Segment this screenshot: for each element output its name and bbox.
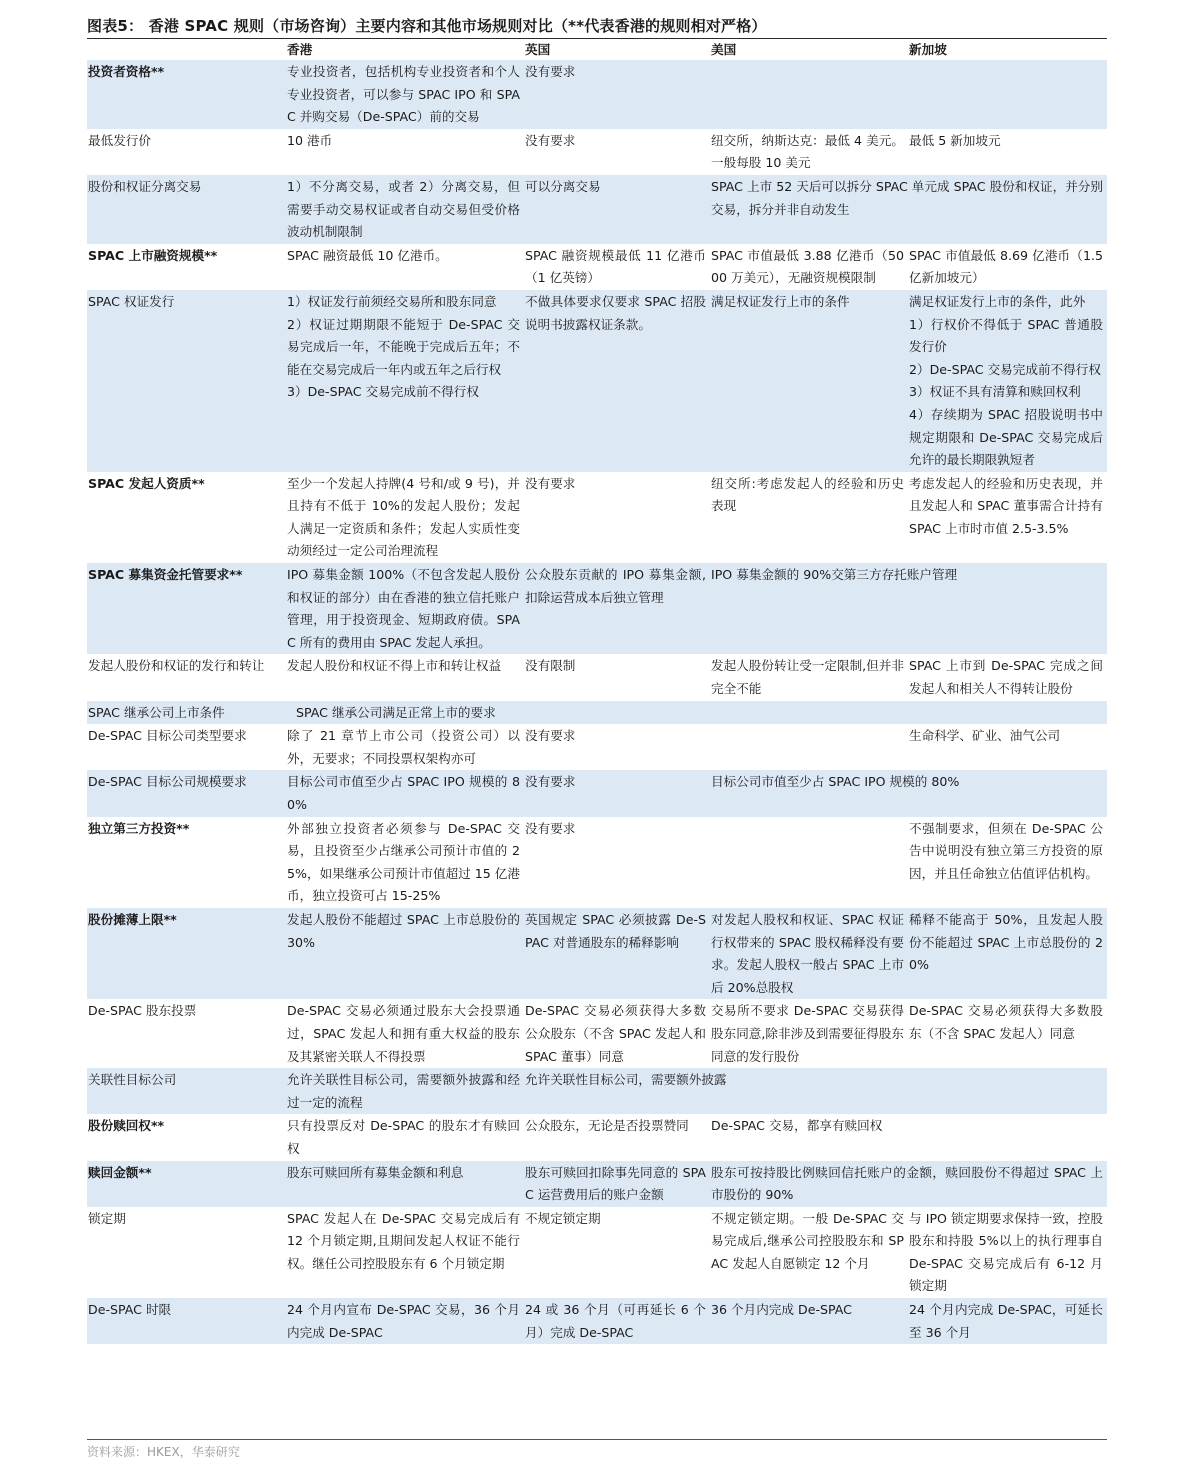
merged-cell: SPAC 继承公司满足正常上市的要求 — [286, 701, 1107, 725]
hk-cell: SPAC 发起人在 De-SPAC 交易完成后有 12 个月锁定期,且期间发起人权证不能行权。继任公司控股股东有 6 个月锁定期 — [287, 1210, 520, 1271]
us-cell: 交易所不要求 De-SPAC 交易获得股东同意,除非涉及到需要征得股东同意的发行股份 — [711, 1003, 904, 1064]
row-label-cell: 股份和权证分离交易 — [87, 175, 286, 244]
us-sg-merged-cell: De-SPAC 交易，都享有赎回权 — [711, 1118, 883, 1134]
sg-cell: SPAC 上市到 De-SPAC 完成之间发起人和相关人不得转让股份 — [909, 658, 1103, 697]
row-label-cell: 股份摊薄上限** — [87, 908, 286, 999]
hk-cell: 外部独立投资者必须参与 De-SPAC 交易，且投资至少占继承公司预计市值的 25%，如果继承公司预计市值超过 15 亿港币，独立投资可占 15-25% — [287, 820, 520, 904]
uk-cell: 不做具体要求仅要求 SPAC 招股说明书披露权证条款。 — [524, 290, 710, 472]
us-sg-merged-cell: SPAC 上市 52 天后可以拆分 SPAC 单元成 SPAC 股份和权证，并分别交易，拆分并非自动发生 — [710, 175, 1107, 244]
uk-cell: 公众股东，无论是否投票赞同 — [525, 1118, 689, 1134]
header-cell-sg: 新加坡 — [909, 42, 947, 57]
hk-cell: 至少一个发起人持牌(4 号和/或 9 号)，并且持有不低于 10%的发起人股份；发起人满足一定资质和条件；发起人实质性变动须经过一定公司治理流程 — [287, 475, 520, 559]
table-row — [87, 60, 1107, 129]
table-row — [87, 817, 1107, 908]
hk-cell: 10 港币 — [287, 132, 333, 148]
sg-cell: 不强制要求，但须在 De-SPAC 公告中说明没有独立第三方投资的原因，并且任命独立估值评估机构。 — [909, 820, 1103, 881]
table-body — [87, 60, 1107, 1344]
hk-cell: 允许关联性目标公司，需要额外披露和经过一定的流程 — [286, 1068, 524, 1114]
table-row — [87, 1207, 1107, 1298]
row-label-cell: SPAC 上市融资规模** — [88, 247, 218, 263]
hk-cell: SPAC 融资最低 10 亿港币。 — [287, 247, 448, 263]
uk-cell: De-SPAC 交易必须获得大多数公众股东（不含 SPAC 发起人和 SPAC 董事）同意 — [525, 1003, 706, 1064]
us-cell: SPAC 市值最低 3.88 亿港币（5000 万美元），无融资规模限制 — [711, 247, 904, 286]
hk-cell: 只有投票反对 De-SPAC 的股东才有赎回权 — [287, 1118, 520, 1156]
row-label-cell: SPAC 权证发行 — [87, 290, 286, 472]
sg-cell: 生命科学、矿业、油气公司 — [909, 728, 1061, 744]
us-sg-merged-cell: 股东可按持股比例赎回信托账户的金额，赎回股份不得超过 SPAC 上市股份的 90% — [710, 1161, 1107, 1207]
table-row — [87, 129, 1107, 175]
us-cell: 36 个月内完成 De-SPAC — [710, 1298, 908, 1344]
sg-cell: 与 IPO 锁定期要求保持一致，控股股东和持股 5%以上的执行理事自 De-SPAC 交易完成后有 6-12 月锁定期 — [909, 1210, 1103, 1294]
table-row — [87, 1298, 1107, 1344]
hk-cell: 专业投资者，包括机构专业投资者和个人专业投资者，可以参与 SPAC IPO 和 SPAC 并购交易（De-SPAC）前的交易 — [286, 60, 524, 129]
source-note: 资料来源：HKEX，华泰研究 — [87, 1445, 240, 1459]
sg-cell: 满足权证发行上市的条件，此外 1）行权价不得低于 SPAC 普通股发行价 2）De-SPAC 交易完成前不得行权 3）权证不具有清算和赎回权利 4）存续期为 SPAC 招股说明书中规定期限和 De-SPAC 交易完成后允许的最长期限孰短者 — [908, 290, 1107, 472]
sg-cell: 最低 5 新加坡元 — [909, 132, 1001, 148]
table-header-row — [87, 40, 1107, 60]
uk-cell: 没有要求 — [525, 820, 576, 836]
header-cell-label — [87, 40, 286, 60]
row-label-cell: De-SPAC 时限 — [87, 1298, 286, 1344]
title-divider — [87, 38, 1107, 39]
row-label-cell: 赎回金额** — [87, 1161, 286, 1207]
row-label-cell: SPAC 发起人资质** — [88, 475, 205, 491]
sg-cell: 24 个月内完成 De-SPAC，可延长至 36 个月 — [908, 1298, 1107, 1344]
hk-cell: 24 个月内宣布 De-SPAC 交易，36 个月内完成 De-SPAC — [286, 1298, 524, 1344]
table-row — [87, 1161, 1107, 1207]
comparison-table — [87, 40, 1107, 1344]
us-cell: 纽交所:考虑发起人的经验和历史表现 — [711, 475, 904, 514]
uk-cell: 没有要求 — [525, 475, 576, 491]
row-label-cell: De-SPAC 股东投票 — [88, 1003, 197, 1019]
us-cell — [710, 60, 908, 129]
hk-cell: IPO 募集金额 100%（不包含发起人股份和权证的部分）由在香港的独立信托账户管理，用于投资现金、短期政府债。SPAC 所有的费用由 SPAC 发起人承担。 — [286, 563, 524, 654]
uk-us-sg-merged-cell: 允许关联性目标公司，需要额外披露 — [524, 1068, 1107, 1114]
uk-cell: 没有要求 — [524, 770, 710, 816]
table-row — [87, 654, 1107, 700]
row-label-cell: SPAC 继承公司上市条件 — [87, 701, 286, 725]
sg-cell: 考虑发起人的经验和历史表现，并且发起人和 SPAC 董事需合计持有 SPAC 上市时市值 2.5-3.5% — [909, 475, 1103, 536]
uk-cell: 英国规定 SPAC 必须披露 De-SPAC 对普通股东的稀释影响 — [524, 908, 710, 999]
uk-cell: 24 或 36 个月（可再延长 6 个月）完成 De-SPAC — [524, 1298, 710, 1344]
us-cell: 满足权证发行上市的条件 — [710, 290, 908, 472]
header-cell-uk: 英国 — [525, 42, 551, 57]
sg-cell — [908, 60, 1107, 129]
row-label-cell: De-SPAC 目标公司规模要求 — [87, 770, 286, 816]
us-cell: 纽交所，纳斯达克：最低 4 美元。一般每股 10 美元 — [711, 132, 904, 171]
hk-cell: De-SPAC 交易必须通过股东大会投票通过，SPAC 发起人和拥有重大权益的股东及其紧密关联人不得投票 — [287, 1003, 520, 1064]
table-row — [87, 472, 1107, 563]
uk-cell: 没有要求 — [525, 132, 576, 148]
table-row — [87, 244, 1107, 290]
row-label-cell: 独立第三方投资** — [88, 820, 190, 836]
table-row — [87, 999, 1107, 1068]
source-divider — [87, 1439, 1107, 1440]
row-label-cell: 锁定期 — [88, 1210, 126, 1226]
table-row — [87, 770, 1107, 816]
table-row — [87, 175, 1107, 244]
us-cell — [710, 724, 908, 770]
uk-cell: SPAC 融资规模最低 11 亿港币（1 亿英镑） — [525, 247, 706, 286]
header-cell-us: 美国 — [711, 42, 737, 57]
sg-cell: 稀释不能高于 50%，且发起人股份不能超过 SPAC 上市总股份的 20% — [908, 908, 1107, 999]
row-label-cell: 发起人股份和权证的发行和转让 — [88, 658, 265, 674]
table-row — [87, 290, 1107, 472]
table-row — [87, 724, 1107, 770]
table-row — [87, 1114, 1107, 1160]
table-row — [87, 701, 1107, 725]
us-cell — [710, 817, 908, 908]
hk-cell: 1）不分离交易，或者 2）分离交易，但需要手动交易权证或者自动交易但受价格波动机制限制 — [286, 175, 524, 244]
row-label-cell: 股份赎回权** — [88, 1118, 165, 1134]
header-cell-hk: 香港 — [287, 42, 313, 57]
sg-cell: De-SPAC 交易必须获得大多数股东（不含 SPAC 发起人）同意 — [909, 1003, 1103, 1041]
us-sg-merged-cell: 目标公司市值至少占 SPAC IPO 规模的 80% — [710, 770, 1107, 816]
row-label-cell: 投资者资格** — [87, 60, 286, 129]
us-cell: 对发起人股权和权证、SPAC 权证行权带来的 SPAC 股权稀释没有要求。发起人股权一般占 SPAC 上市后 20%总股权 — [710, 908, 908, 999]
uk-cell: 没有要求 — [524, 60, 710, 129]
hk-cell: 除了 21 章节上市公司（投资公司）以外，无要求；不同投票权架构亦可 — [287, 728, 520, 766]
hk-cell: 目标公司市值至少占 SPAC IPO 规模的 80% — [286, 770, 524, 816]
row-label-cell: 关联性目标公司 — [87, 1068, 286, 1114]
hk-cell: 1）权证发行前须经交易所和股东同意 2）权证过期期限不能短于 De-SPAC 交易完成后一年，不能晚于完成后五年；不能在交易完成后一年内或五年之后行权 3）De-SPAC 交易完成前不得行权 — [286, 290, 524, 472]
sg-cell: SPAC 市值最低 8.69 亿港币（1.5 亿新加坡元） — [909, 247, 1103, 286]
uk-cell: 不规定锁定期 — [525, 1210, 601, 1226]
us-sg-merged-cell: IPO 募集金额的 90%交第三方存托账户管理 — [710, 563, 1107, 654]
uk-cell: 可以分离交易 — [524, 175, 710, 244]
row-label-cell: SPAC 募集资金托管要求** — [87, 563, 286, 654]
uk-cell: 没有限制 — [525, 658, 576, 674]
table-row — [87, 1068, 1107, 1114]
hk-cell: 股东可赎回所有募集金额和利息 — [286, 1161, 524, 1207]
table-row — [87, 563, 1107, 654]
uk-cell: 股东可赎回扣除事先同意的 SPAC 运营费用后的账户金额 — [524, 1161, 710, 1207]
row-label-cell: De-SPAC 目标公司类型要求 — [88, 728, 247, 744]
us-cell: 不规定锁定期。一般 De-SPAC 交易完成后,继承公司控股股东和 SPAC 发起人自愿锁定 12 个月 — [711, 1210, 904, 1271]
hk-cell: 发起人股份不能超过 SPAC 上市总股份的 30% — [286, 908, 524, 999]
hk-cell: 发起人股份和权证不得上市和转让权益 — [287, 658, 502, 674]
page-title: 图表5： 香港 SPAC 规则（市场咨询）主要内容和其他市场规则对比（**代表香港的规则相对严格） — [87, 17, 767, 35]
uk-cell: 公众股东贡献的 IPO 募集金额,扣除运营成本后独立管理 — [524, 563, 710, 654]
us-cell: 发起人股份转让受一定限制,但并非完全不能 — [711, 658, 904, 697]
row-label-cell: 最低发行价 — [88, 132, 151, 148]
uk-cell: 没有要求 — [525, 728, 576, 744]
table-row — [87, 908, 1107, 999]
